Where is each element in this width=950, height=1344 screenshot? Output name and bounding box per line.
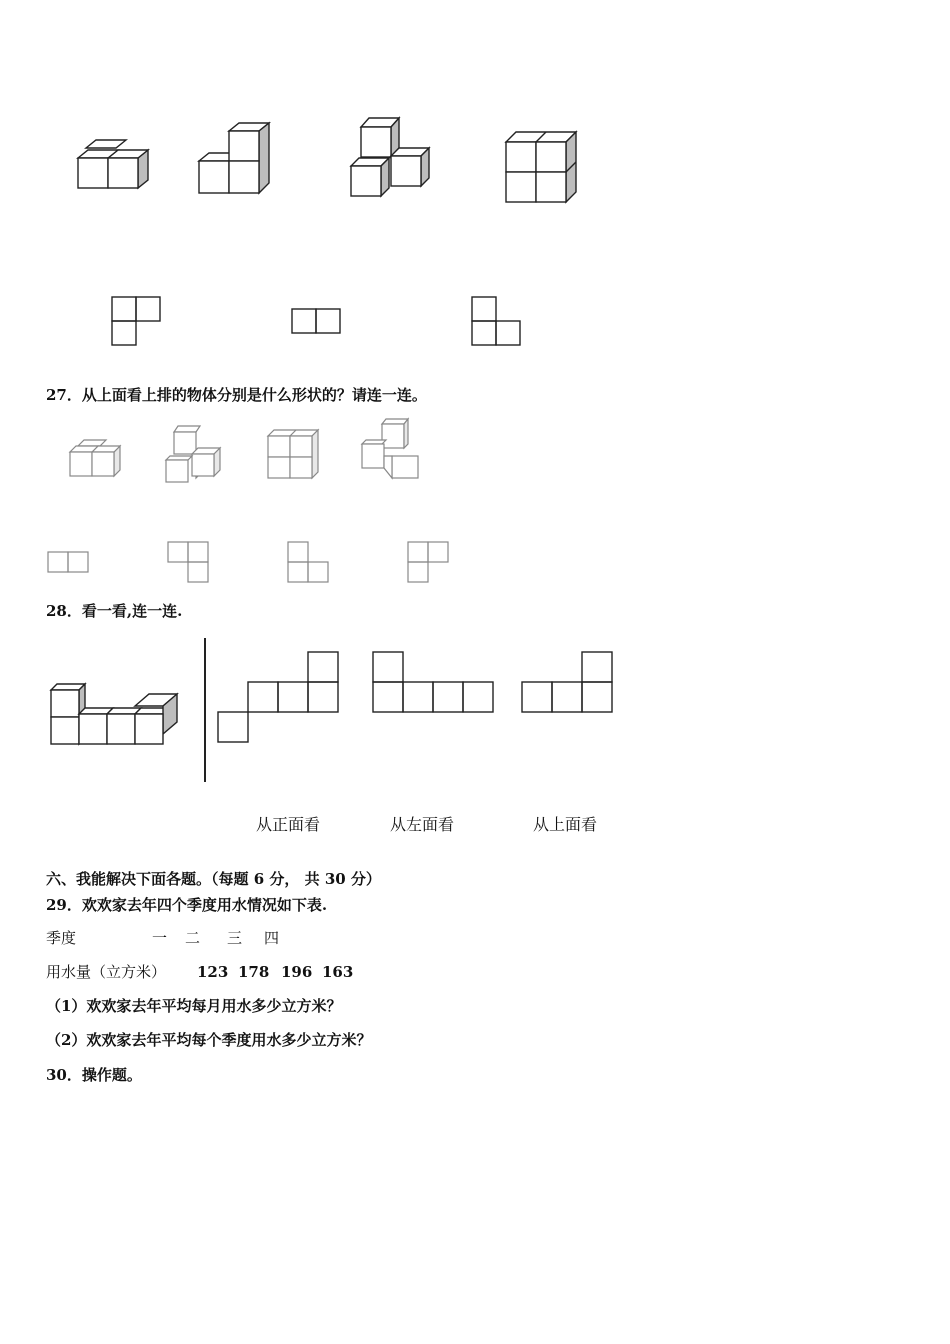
q29-sub2: （2）欢欢家去年平均每个季度用水多少立方米？: [46, 1031, 372, 1049]
q29-sub1: （1）欢欢家去年平均每月用水多少立方米？: [46, 997, 342, 1015]
q27-title: 27．从上面看上排的物体分别是什么形状的？请连一连。: [46, 386, 427, 404]
q27-view-1: [46, 550, 92, 578]
q26-solid-4: [500, 126, 580, 206]
q29-quarter-2: 二: [185, 929, 201, 947]
q28-view-2: [371, 650, 497, 716]
q30-title: 30．操作题。: [46, 1066, 142, 1084]
q28-label-left: 从左面看: [390, 815, 455, 834]
q26-view-1: [110, 295, 164, 349]
q27-solid-2: [162, 422, 226, 486]
q28-label-front: 从正面看: [256, 815, 321, 834]
q27-solid-3: [264, 426, 322, 482]
q27-solid-4: [358, 416, 424, 482]
q26-view-3: [470, 295, 524, 349]
q29-row1-label: 季度: [46, 929, 77, 947]
q29-row2-label: 用水量（立方米）: [46, 963, 167, 981]
q28-view-3: [520, 650, 616, 716]
q29-title: 29．欢欢家去年四个季度用水情况如下表.: [46, 896, 328, 914]
q26-solid-1: [72, 134, 154, 194]
q29-value-2: 178: [238, 963, 270, 981]
q26-solid-2: [196, 118, 276, 198]
q28-divider: [204, 638, 206, 782]
q26-view-2: [290, 307, 344, 337]
q28-solid: [46, 676, 186, 748]
q28-title: 28．看一看,连一连.: [46, 602, 183, 620]
q29-value-3: 196: [281, 963, 313, 981]
q29-quarter-4: 四: [264, 929, 280, 947]
q26-solid-3: [348, 112, 438, 202]
q27-solid-1: [66, 436, 126, 482]
q28-view-1: [217, 650, 341, 746]
section6-heading: 六、我能解决下面各题。（每题 6 分， 共 30 分）: [46, 870, 381, 888]
q27-view-2: [166, 540, 212, 586]
q29-value-1: 123: [197, 963, 229, 981]
q27-view-4: [406, 540, 452, 586]
q27-view-3: [286, 540, 332, 586]
q29-quarter-3: 三: [227, 929, 243, 947]
q29-quarter-1: 一: [152, 929, 168, 947]
q29-value-4: 163: [322, 963, 354, 981]
q28-label-top: 从上面看: [533, 815, 598, 834]
